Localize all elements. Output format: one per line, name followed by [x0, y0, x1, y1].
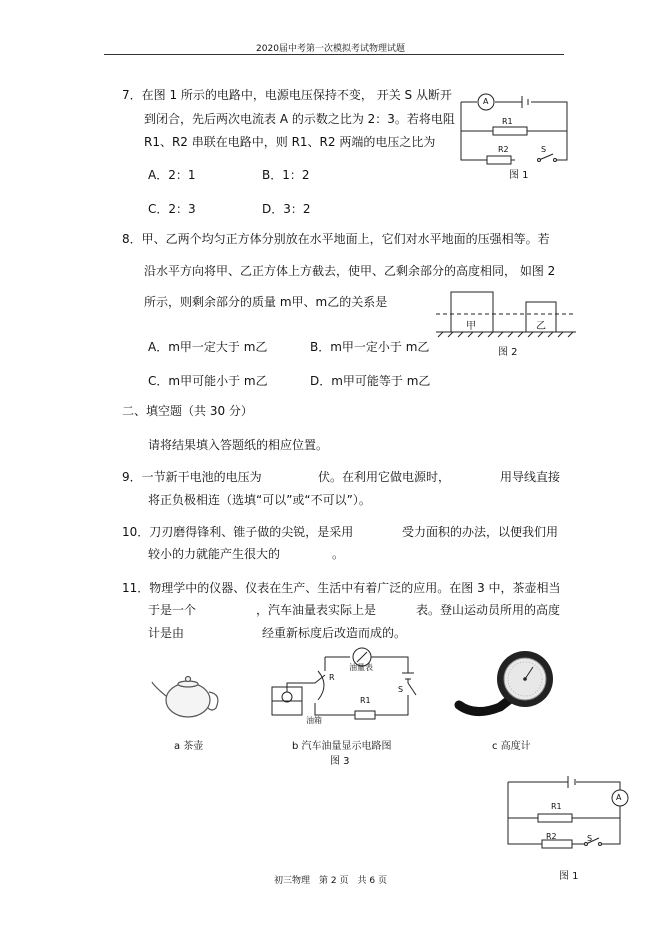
q7-option-d: D．3：2: [262, 202, 311, 216]
q7-line-2: 到闭合，先后两次电流表 A 的示数之比为 2：3。若将电阻: [144, 112, 455, 126]
teapot-icon: [150, 672, 225, 720]
fig3b-gauge-label: 油量表: [349, 663, 373, 672]
fig1-ammeter-label: A: [483, 97, 489, 106]
fig1-r1-label: R1: [502, 117, 513, 126]
q11-line-2a: 于是一个: [148, 603, 197, 617]
q10-line-2a: 较小的力就能产生很大的: [148, 547, 281, 561]
q7-line-3: R1、R2 串联在电路中，则 R1、R2 两端的电压之比为: [144, 135, 436, 149]
section-2-title: 二、填空题（共 30 分）: [122, 404, 253, 418]
figure-1-circuit: [455, 88, 575, 178]
fig3b-s-label: S: [398, 685, 404, 694]
q7-option-b: B．1：2: [262, 168, 310, 182]
fig3-caption: 图 3: [330, 756, 350, 767]
q7-option-c: C．2：3: [148, 202, 196, 216]
fig1-switch-label: S: [541, 145, 547, 154]
fig1b-r1-label: R1: [551, 802, 562, 811]
fig2-caption: 图 2: [498, 347, 518, 358]
page-footer: 初三物理 第 2 页 共 6 页: [274, 876, 387, 886]
q7-line-1: 7．在图 1 所示的电路中，电源电压保持不变， 开关 S 从断开: [122, 88, 452, 102]
page-header: 2020届中考第一次模拟考试物理试题: [256, 44, 405, 54]
fig3b-r-label: R: [329, 673, 335, 682]
q8-line-2: 沿水平方向将甲、乙正方体上方截去，使甲、乙剩余部分的高度相同， 如图 2: [144, 264, 556, 278]
q11-line-3a: 计是由: [148, 626, 185, 640]
q8-line-3: 所示，则剩余部分的质量 m甲、m乙的关系是: [144, 295, 388, 309]
q8-option-a: A．m甲一定大于 m乙: [148, 340, 268, 354]
q10-line-1a: 10．刀刃磨得锋利、锥子做的尖锐，是采用: [122, 525, 354, 539]
q9-line-1a: 9．一节新干电池的电压为: [122, 470, 262, 484]
figure-1-circuit-bottom: [504, 778, 634, 858]
figure-2-cubes: [436, 290, 576, 340]
fig1b-switch-label: S: [587, 834, 593, 843]
header-rule: [104, 54, 564, 55]
fig1-caption: 图 1: [509, 170, 529, 181]
fig2-yi-label: 乙: [536, 321, 546, 332]
fig3c-caption: c 高度计: [492, 741, 531, 752]
q7-option-a: A．2：1: [148, 168, 196, 182]
fig3b-tank-label: 油箱: [306, 716, 322, 725]
q11-line-1: 11．物理学中的仪器、仪表在生产、生活中有着广泛的应用。在图 3 中，茶壶相当: [122, 581, 561, 595]
fig3a-caption: a 茶壶: [174, 741, 204, 752]
q11-line-3b: 经重新标度后改造而成的。: [262, 626, 407, 640]
fig1b-ammeter-label: A: [616, 793, 622, 802]
q11-line-2b: ，汽车油量表实际上是: [256, 603, 377, 617]
fig1b-caption: 图 1: [559, 871, 579, 882]
q10-line-2b: 。: [332, 547, 345, 561]
q9-line-1c: 用导线直接: [500, 470, 561, 484]
q8-line-1: 8．甲、乙两个均匀正方体分别放在水平地面上，它们对水平地面的压强相等。若: [122, 232, 550, 246]
q11-line-2c: 表。登山运动员所用的高度: [416, 603, 561, 617]
fig2-jia-label: 甲: [466, 321, 476, 332]
altimeter-icon: [455, 645, 555, 723]
fig3b-caption: b 汽车油量显示电路图: [292, 741, 392, 752]
fig3b-r1-label: R1: [360, 696, 371, 705]
q10-line-1b: 受力面积的办法，以便我们用: [402, 525, 559, 539]
fuel-gauge-circuit: [270, 645, 415, 720]
fig1b-r2-label: R2: [546, 832, 557, 841]
q9-line-1b: 伏。在利用它做电源时，: [318, 470, 451, 484]
section-2-note: 请将结果填入答题纸的相应位置。: [148, 438, 329, 452]
q9-line-2: 将正负极相连（选填“可以”或“不可以”）。: [148, 493, 371, 507]
q8-option-c: C．m甲可能小于 m乙: [148, 374, 268, 388]
fig1-r2-label: R2: [498, 145, 509, 154]
q8-option-d: D．m甲可能等于 m乙: [310, 374, 431, 388]
q8-option-b: B．m甲一定小于 m乙: [310, 340, 430, 354]
